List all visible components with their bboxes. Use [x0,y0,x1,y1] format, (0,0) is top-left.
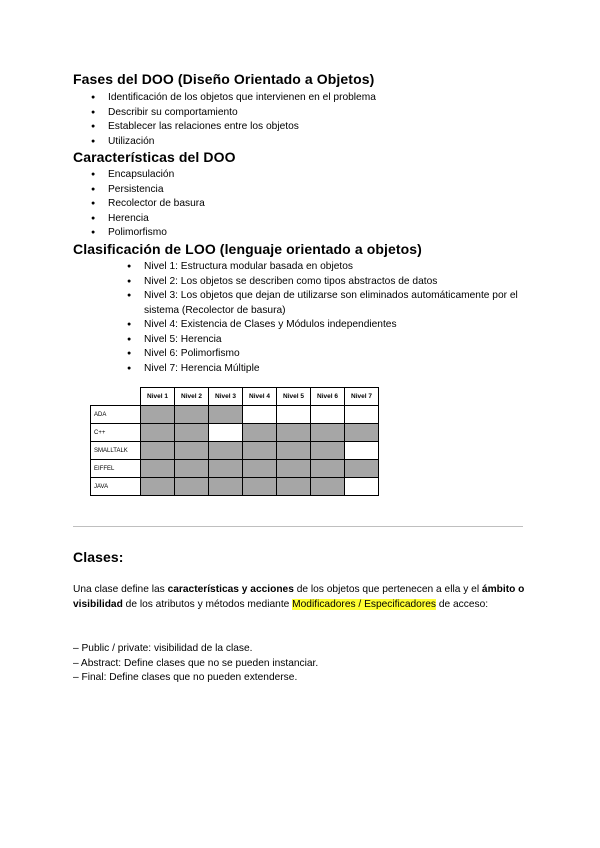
table-cell-filled [141,442,175,460]
list-item: ● Describir su comportamiento [91,106,376,121]
table-header-cell: Nivel 1 [141,388,175,406]
para-text: Una clase define las [73,584,168,595]
clasificacion-heading: Clasificación de LOO (lenguaje orientado a objetos) [73,241,422,257]
table-header-cell: Nivel 3 [209,388,243,406]
table-header-cell: Nivel 6 [311,388,345,406]
list-item: ● Identificación de los objetos que intervienen en el problema [91,91,376,106]
table-cell-filled [209,406,243,424]
table-cell-empty [243,406,277,424]
levels-table [90,387,379,496]
table-cell-filled [311,460,345,478]
table-row [91,406,379,424]
table-cell-filled [209,460,243,478]
table-cell-filled [311,478,345,496]
table-cell-filled [345,460,379,478]
list-item: ● Nivel 5: Herencia [127,333,527,348]
table-cell-filled [277,460,311,478]
table-row [91,478,379,496]
list-item: ● Nivel 6: Polimorfismo [127,347,527,362]
table-header-row [91,388,379,406]
table-cell-filled [345,424,379,442]
table-cell-filled [175,478,209,496]
list-item: ● Polimorfismo [91,226,205,241]
table-cell-filled [277,442,311,460]
table-cell-filled [277,424,311,442]
table-row [91,460,379,478]
list-item: ● Establecer las relaciones entre los objetos [91,120,376,135]
table-header-cell: Nivel 2 [175,388,209,406]
table-cell-empty [345,478,379,496]
table-language-cell: EIFFEL [91,460,141,478]
list-item: ● Utilización [91,135,376,150]
list-item: ● Nivel 2: Los objetos se describen como tipos abstractos de datos [127,275,527,290]
para-bold: características y acciones [167,584,294,595]
table-cell-filled [175,460,209,478]
table-cell-filled [311,424,345,442]
table-cell-filled [311,442,345,460]
list-item: ● Nivel 1: Estructura modular basada en objetos [127,260,527,275]
table-cell-filled [141,460,175,478]
modifiers-list [73,642,318,686]
table-language-cell: ADA [91,406,141,424]
caracteristicas-heading: Características del DOO [73,149,236,165]
table-cell-filled [141,478,175,496]
highlighted-text: Modificadores / Especificadores [292,598,436,610]
table-corner-cell [91,388,141,406]
clases-heading: Clases: [73,549,124,565]
list-item: ● Herencia [91,212,205,227]
table-cell-filled [141,406,175,424]
clases-paragraph [73,583,533,612]
para-text: de los objetos que pertenecen a ella y el [293,584,482,595]
table-header-cell: Nivel 7 [345,388,379,406]
table-cell-filled [175,406,209,424]
table-cell-filled [141,424,175,442]
clasificacion-list [127,260,527,376]
table-cell-filled [175,442,209,460]
list-item: ● Recolector de basura [91,197,205,212]
table-cell-empty [209,424,243,442]
table-header-cell: Nivel 5 [277,388,311,406]
table-row [91,424,379,442]
para-text: de acceso: [435,598,489,610]
list-item: ● Persistencia [91,183,205,198]
horizontal-divider [73,526,523,527]
table-cell-filled [243,460,277,478]
table-cell-empty [345,406,379,424]
table-row [91,442,379,460]
table-cell-empty [345,442,379,460]
fases-heading: Fases del DOO (Diseño Orientado a Objetos) [73,71,375,87]
fases-list [91,91,376,149]
table-language-cell: C++ [91,424,141,442]
caracteristicas-list [91,168,205,241]
table-cell-filled [243,478,277,496]
table-language-cell: SMALLTALK [91,442,141,460]
table-cell-filled [209,442,243,460]
modifier-line: – Abstract: Define clases que no se pueden instanciar. [73,657,319,669]
table-cell-filled [209,478,243,496]
para-text: de los atributos y métodos mediante [122,598,293,610]
table-cell-filled [277,478,311,496]
table-language-cell: JAVA [91,478,141,496]
table-cell-empty [277,406,311,424]
para-bold: ámbito o visibilidad [73,584,525,610]
modifier-line: – Public / private: visibilidad de la clase. [73,643,253,654]
table-header-cell: Nivel 4 [243,388,277,406]
table-cell-empty [311,406,345,424]
list-item: ● Nivel 3: Los objetos que dejan de utilizarse son eliminados automáticamente por el sistema (Recolector de basura) [127,289,527,318]
modifier-line: – Final: Define clases que no pueden extenderse. [73,672,298,683]
table-cell-filled [243,424,277,442]
list-item: ● Encapsulación [91,168,205,183]
list-item: ● Nivel 4: Existencia de Clases y Módulos independientes [127,318,527,333]
table-cell-filled [175,424,209,442]
list-item: ● Nivel 7: Herencia Múltiple [127,362,527,377]
table-cell-filled [243,442,277,460]
